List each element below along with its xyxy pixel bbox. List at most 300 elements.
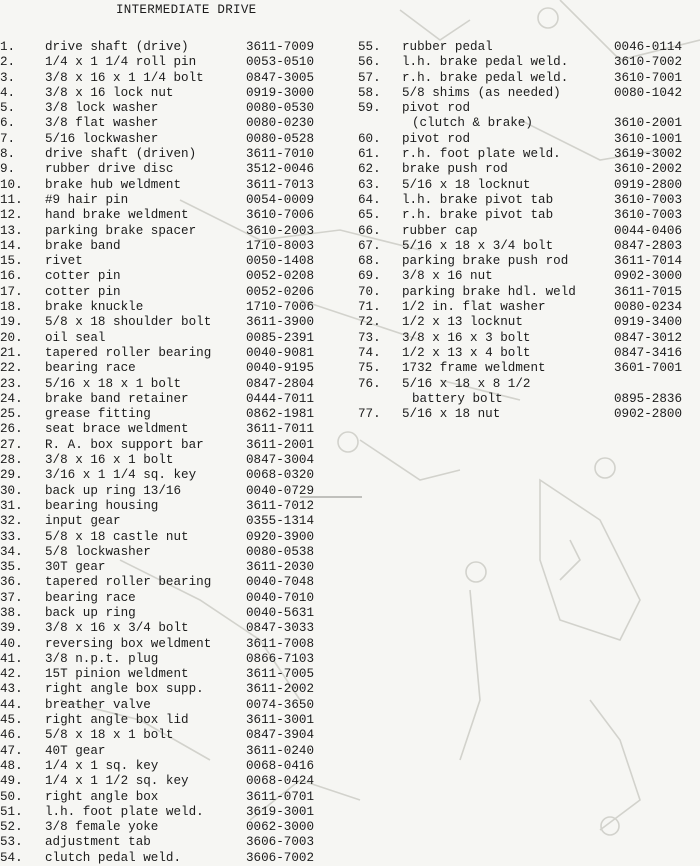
part-number-index: 57.: [358, 70, 381, 85]
part-description: l.h. brake pedal weld.: [402, 55, 569, 70]
part-number: 0862-1981: [246, 407, 315, 422]
part-number-index: 56.: [358, 55, 381, 70]
part-number: 0053-0510: [246, 55, 315, 70]
part-number-index: 47.: [0, 743, 23, 758]
part-description: 1/2 x 13 x 4 bolt: [402, 345, 531, 360]
part-description: right angle box supp.: [45, 682, 204, 697]
part-row: [358, 392, 700, 407]
part-description: pivot rod: [402, 131, 471, 146]
part-number: 0920-3900: [246, 529, 315, 544]
part-number-index: 15.: [0, 254, 23, 269]
part-description: 3/8 x 16 lock nut: [45, 85, 174, 100]
part-row: [358, 346, 700, 361]
part-row: [358, 331, 700, 346]
part-number: 0080-0234: [614, 300, 683, 315]
part-row: [0, 759, 350, 774]
part-number-index: 13.: [0, 223, 23, 238]
part-number: 0919-3000: [246, 85, 315, 100]
part-row: [0, 682, 350, 697]
part-description: 1/4 x 1 1/4 roll pin: [45, 55, 197, 70]
part-number: 0847-3004: [246, 453, 315, 468]
part-row: [0, 851, 350, 866]
part-row: [0, 315, 350, 330]
part-number: 3619-3001: [246, 804, 315, 819]
part-description: brake knuckle: [45, 300, 144, 315]
part-number-index: 64.: [358, 192, 381, 207]
part-row: [358, 147, 700, 162]
part-description: 1732 frame weldment: [402, 361, 546, 376]
part-row: [358, 55, 700, 70]
part-number-index: 35.: [0, 560, 23, 575]
part-number-index: 73.: [358, 330, 381, 345]
part-description: 5/16 x 18 x 3/4 bolt: [402, 238, 554, 253]
part-number: 0050-1408: [246, 254, 315, 269]
part-description: 3/8 x 16 x 3/4 bolt: [45, 621, 189, 636]
part-number-index: 3.: [0, 70, 16, 85]
part-row: [0, 132, 350, 147]
part-number: 0080-1042: [614, 85, 683, 100]
part-description: 5/8 x 18 shoulder bolt: [45, 315, 212, 330]
part-description: 1/4 x 1 sq. key: [45, 758, 159, 773]
part-number-index: 44.: [0, 697, 23, 712]
part-row: [0, 835, 350, 850]
part-number-index: 22.: [0, 361, 23, 376]
part-number-index: 38.: [0, 605, 23, 620]
part-description: brake hub weldment: [45, 177, 182, 192]
part-description: 3/8 female yoke: [45, 820, 159, 835]
part-row: [0, 805, 350, 820]
part-description: brake band: [45, 238, 121, 253]
part-row: [358, 71, 700, 86]
parts-list-right: [358, 40, 700, 422]
part-number-index: 32.: [0, 514, 23, 529]
part-number: 0847-3005: [246, 70, 315, 85]
part-number: 0085-2391: [246, 330, 315, 345]
part-description: 5/16 lockwasher: [45, 131, 159, 146]
part-number: 3606-7002: [246, 850, 315, 865]
part-description: R. A. box support bar: [45, 437, 204, 452]
part-row: [0, 774, 350, 789]
part-number: 0919-3400: [614, 315, 683, 330]
part-row: [0, 575, 350, 590]
part-row: [0, 728, 350, 743]
part-description: (clutch & brake): [412, 116, 533, 131]
part-description: brake band retainer: [45, 391, 189, 406]
part-number: 3610-7002: [614, 55, 683, 70]
part-number: 3606-7003: [246, 835, 315, 850]
part-number: 0040-5631: [246, 605, 315, 620]
part-description: input gear: [45, 514, 121, 529]
part-number-index: 77.: [358, 407, 381, 422]
part-number: 3611-0240: [246, 743, 315, 758]
part-description: right angle box: [45, 789, 159, 804]
part-number: 3611-0701: [246, 789, 315, 804]
part-number-index: 28.: [0, 453, 23, 468]
part-row: [0, 55, 350, 70]
part-number-index: 40.: [0, 636, 23, 651]
part-number-index: 11.: [0, 192, 23, 207]
part-description: reversing box weldment: [45, 636, 212, 651]
part-number-index: 71.: [358, 300, 381, 315]
part-row: [358, 224, 700, 239]
part-row: [358, 162, 700, 177]
part-number: 0919-2800: [614, 177, 683, 192]
part-number: 0054-0009: [246, 192, 315, 207]
part-row: [358, 86, 700, 101]
part-number: 3611-7005: [246, 667, 315, 682]
part-number-index: 75.: [358, 361, 381, 376]
part-description: bearing race: [45, 590, 136, 605]
part-description: parking brake spacer: [45, 223, 197, 238]
part-row: [0, 530, 350, 545]
part-number: 0040-9195: [246, 361, 315, 376]
part-description: back up ring: [45, 605, 136, 620]
part-description: 3/8 x 16 nut: [402, 269, 493, 284]
part-number-index: 23.: [0, 376, 23, 391]
part-number: 3611-7012: [246, 498, 315, 513]
part-number-index: 12.: [0, 208, 23, 223]
part-description: bearing race: [45, 361, 136, 376]
part-row: [0, 698, 350, 713]
part-row: [0, 560, 350, 575]
part-description: 3/8 flat washer: [45, 116, 159, 131]
part-number-index: 41.: [0, 651, 23, 666]
part-number-index: 36.: [0, 575, 23, 590]
part-number: 3611-2030: [246, 560, 315, 575]
part-row: [0, 239, 350, 254]
part-row: [358, 300, 700, 315]
part-number-index: 62.: [358, 162, 381, 177]
part-description: 3/8 x 16 x 1 bolt: [45, 453, 174, 468]
part-description: tapered roller bearing: [45, 575, 212, 590]
part-description: battery bolt: [412, 391, 503, 406]
part-number: 0847-3033: [246, 621, 315, 636]
part-number-index: 48.: [0, 758, 23, 773]
part-description: 1/4 x 1 1/2 sq. key: [45, 774, 189, 789]
part-row: [358, 101, 700, 116]
part-number-index: 45.: [0, 713, 23, 728]
part-description: 3/8 n.p.t. plug: [45, 651, 159, 666]
part-description: 3/16 x 1 1/4 sq. key: [45, 468, 197, 483]
part-number: 3611-7008: [246, 636, 315, 651]
part-number-index: 30.: [0, 483, 23, 498]
part-number-index: 49.: [0, 774, 23, 789]
part-description: tapered roller bearing: [45, 345, 212, 360]
part-description: drive shaft (drive): [45, 40, 189, 54]
part-number-index: 25.: [0, 407, 23, 422]
part-row: [0, 300, 350, 315]
part-number: 3610-7003: [614, 192, 683, 207]
part-row: [0, 193, 350, 208]
part-number-index: 31.: [0, 498, 23, 513]
part-number: 0902-2800: [614, 407, 683, 422]
part-number: 0062-3000: [246, 820, 315, 835]
part-description: 15T pinion weldment: [45, 667, 189, 682]
part-description: 30T gear: [45, 560, 106, 575]
part-number-index: 65.: [358, 208, 381, 223]
part-description: 5/16 x 18 x 8 1/2: [402, 376, 531, 391]
part-number: 0847-3904: [246, 728, 315, 743]
part-number: 3610-1001: [614, 131, 683, 146]
part-number-index: 5.: [0, 101, 16, 116]
part-description: grease fitting: [45, 407, 151, 422]
part-number: 3611-7014: [614, 254, 683, 269]
part-number: 3611-2002: [246, 682, 315, 697]
part-number: 3610-7003: [614, 208, 683, 223]
part-number-index: 26.: [0, 422, 23, 437]
part-number-index: 66.: [358, 223, 381, 238]
part-number-index: 67.: [358, 238, 381, 253]
part-number-index: 60.: [358, 131, 381, 146]
part-description: seat brace weldment: [45, 422, 189, 437]
part-description: r.h. foot plate weld.: [402, 147, 561, 162]
part-description: right angle box lid: [45, 713, 189, 728]
part-row: [0, 361, 350, 376]
part-number: 0040-0729: [246, 483, 315, 498]
part-number: 0040-7048: [246, 575, 315, 590]
part-number-index: 8.: [0, 147, 16, 162]
part-description: bearing housing: [45, 498, 159, 513]
part-description: 5/8 shims (as needed): [402, 85, 561, 100]
part-row: [358, 178, 700, 193]
part-row: [0, 71, 350, 86]
part-number: 0068-0416: [246, 758, 315, 773]
part-number-index: 27.: [0, 437, 23, 452]
part-description: clutch pedal weld.: [45, 850, 182, 865]
part-row: [0, 178, 350, 193]
part-description: 5/8 x 18 castle nut: [45, 529, 189, 544]
part-row: [358, 40, 700, 55]
part-number-index: 4.: [0, 85, 16, 100]
part-number: 0080-0538: [246, 544, 315, 559]
part-row: [0, 377, 350, 392]
parts-list-left: [0, 40, 350, 866]
part-row: [358, 208, 700, 223]
part-row: [358, 315, 700, 330]
part-row: [0, 86, 350, 101]
part-row: [358, 407, 700, 422]
part-description: breather valve: [45, 697, 151, 712]
part-row: [0, 116, 350, 131]
part-number: 3610-2002: [614, 162, 683, 177]
part-number: 3512-0046: [246, 162, 315, 177]
part-number: 0847-3012: [614, 330, 683, 345]
part-row: [0, 453, 350, 468]
part-number: 3611-7015: [614, 284, 683, 299]
part-number: 0044-0406: [614, 223, 683, 238]
part-number-index: 34.: [0, 544, 23, 559]
part-number-index: 6.: [0, 116, 16, 131]
part-number-index: 59.: [358, 101, 381, 116]
part-number: 3611-7011: [246, 422, 315, 437]
part-description: r.h. brake pedal weld.: [402, 70, 569, 85]
part-description: 5/16 x 18 nut: [402, 407, 501, 422]
part-number-index: 21.: [0, 345, 23, 360]
part-number-index: 51.: [0, 804, 23, 819]
part-row: [0, 208, 350, 223]
part-row: [0, 346, 350, 361]
part-description: parking brake hdl. weld: [402, 284, 576, 299]
part-number-index: 18.: [0, 300, 23, 315]
part-row: [0, 422, 350, 437]
part-description: 3/8 x 16 x 1 1/4 bolt: [45, 70, 204, 85]
part-row: [358, 254, 700, 269]
part-row: [358, 132, 700, 147]
part-row: [0, 484, 350, 499]
part-description: pivot rod: [402, 101, 471, 116]
part-number-index: 37.: [0, 590, 23, 605]
part-description: cotter pin: [45, 284, 121, 299]
part-number: 0052-0208: [246, 269, 315, 284]
part-number-index: 9.: [0, 162, 16, 177]
part-number-index: 46.: [0, 728, 23, 743]
part-number: 0074-3650: [246, 697, 315, 712]
part-number: 3611-7013: [246, 177, 315, 192]
part-row: [0, 407, 350, 422]
part-number-index: 68.: [358, 254, 381, 269]
part-number: 0068-0320: [246, 468, 315, 483]
part-number: 3611-7009: [246, 40, 315, 54]
part-number-index: 24.: [0, 391, 23, 406]
part-number-index: 2.: [0, 55, 16, 70]
part-number-index: 70.: [358, 284, 381, 299]
part-row: [358, 116, 700, 131]
part-row: [0, 468, 350, 483]
part-row: [358, 269, 700, 284]
part-row: [358, 239, 700, 254]
part-number: 0847-2804: [246, 376, 315, 391]
part-description: hand brake weldment: [45, 208, 189, 223]
part-description: rubber cap: [402, 223, 478, 238]
part-number-index: 42.: [0, 667, 23, 682]
part-description: back up ring 13/16: [45, 483, 182, 498]
part-number-index: 43.: [0, 682, 23, 697]
part-description: oil seal: [45, 330, 106, 345]
part-row: [0, 438, 350, 453]
part-number: 0866-7103: [246, 651, 315, 666]
part-number: 0444-7011: [246, 391, 315, 406]
part-row: [0, 790, 350, 805]
part-description: l.h. foot plate weld.: [45, 804, 204, 819]
part-number-index: 29.: [0, 468, 23, 483]
part-row: [0, 285, 350, 300]
part-number-index: 55.: [358, 40, 381, 54]
part-description: rubber drive disc: [45, 162, 174, 177]
part-row: [358, 377, 700, 392]
part-number: 1710-7006: [246, 300, 315, 315]
part-row: [358, 285, 700, 300]
part-description: 1/2 x 13 locknut: [402, 315, 523, 330]
part-number: 3601-7001: [614, 361, 683, 376]
part-number-index: 17.: [0, 284, 23, 299]
part-row: [0, 652, 350, 667]
part-row: [358, 361, 700, 376]
part-number-index: 16.: [0, 269, 23, 284]
part-row: [0, 254, 350, 269]
part-row: [0, 147, 350, 162]
part-description: l.h. brake pivot tab: [402, 192, 554, 207]
part-number: 1710-8003: [246, 238, 315, 253]
part-row: [0, 545, 350, 560]
part-row: [0, 269, 350, 284]
part-number-index: 52.: [0, 820, 23, 835]
part-number-index: 10.: [0, 177, 23, 192]
part-number: 0080-0530: [246, 101, 315, 116]
part-row: [0, 820, 350, 835]
part-description: parking brake push rod: [402, 254, 569, 269]
part-number-index: 19.: [0, 315, 23, 330]
part-description: 5/16 x 18 locknut: [402, 177, 531, 192]
part-number: 0052-0206: [246, 284, 315, 299]
part-row: [0, 392, 350, 407]
part-description: 3/8 lock washer: [45, 101, 159, 116]
part-number: 0895-2836: [614, 391, 683, 406]
part-number: 3610-7006: [246, 208, 315, 223]
part-number: 0080-0528: [246, 131, 315, 146]
part-row: [0, 637, 350, 652]
part-row: [0, 162, 350, 177]
part-description: drive shaft (driven): [45, 147, 197, 162]
part-number: 3611-3900: [246, 315, 315, 330]
part-row: [0, 744, 350, 759]
part-number: 0080-0230: [246, 116, 315, 131]
part-row: [0, 606, 350, 621]
part-number: 0902-3000: [614, 269, 683, 284]
part-number: 0046-0114: [614, 40, 683, 54]
part-number-index: 72.: [358, 315, 381, 330]
part-number-index: 76.: [358, 376, 381, 391]
part-description: 40T gear: [45, 743, 106, 758]
part-row: [0, 591, 350, 606]
part-number-index: 54.: [0, 850, 23, 865]
part-number: 0040-9081: [246, 345, 315, 360]
part-number-index: 61.: [358, 147, 381, 162]
part-description: #9 hair pin: [45, 192, 129, 207]
part-number: 0068-0424: [246, 774, 315, 789]
part-row: [0, 499, 350, 514]
part-number-index: 74.: [358, 345, 381, 360]
part-description: rubber pedal: [402, 40, 493, 54]
part-number: 0355-1314: [246, 514, 315, 529]
part-number: 3611-3001: [246, 713, 315, 728]
part-description: 5/8 x 18 x 1 bolt: [45, 728, 174, 743]
part-row: [0, 40, 350, 55]
part-number-index: 69.: [358, 269, 381, 284]
part-row: [0, 621, 350, 636]
part-number-index: 20.: [0, 330, 23, 345]
part-number: 3619-3002: [614, 147, 683, 162]
part-number-index: 53.: [0, 835, 23, 850]
part-row: [0, 224, 350, 239]
part-number-index: 33.: [0, 529, 23, 544]
part-number: 0847-3416: [614, 345, 683, 360]
part-number-index: 39.: [0, 621, 23, 636]
part-number: 3611-2001: [246, 437, 315, 452]
page-title: INTERMEDIATE DRIVE: [116, 3, 257, 17]
part-number-index: 7.: [0, 131, 16, 146]
part-description: r.h. brake pivot tab: [402, 208, 554, 223]
part-row: [0, 514, 350, 529]
part-number-index: 63.: [358, 177, 381, 192]
part-description: 5/8 lockwasher: [45, 544, 151, 559]
part-number-index: 1.: [0, 40, 16, 54]
part-number: 3610-2001: [614, 116, 683, 131]
part-number: 3610-7001: [614, 70, 683, 85]
part-description: 1/2 in. flat washer: [402, 300, 546, 315]
part-number-index: 14.: [0, 238, 23, 253]
part-number: 0040-7010: [246, 590, 315, 605]
part-number: 3611-7010: [246, 147, 315, 162]
